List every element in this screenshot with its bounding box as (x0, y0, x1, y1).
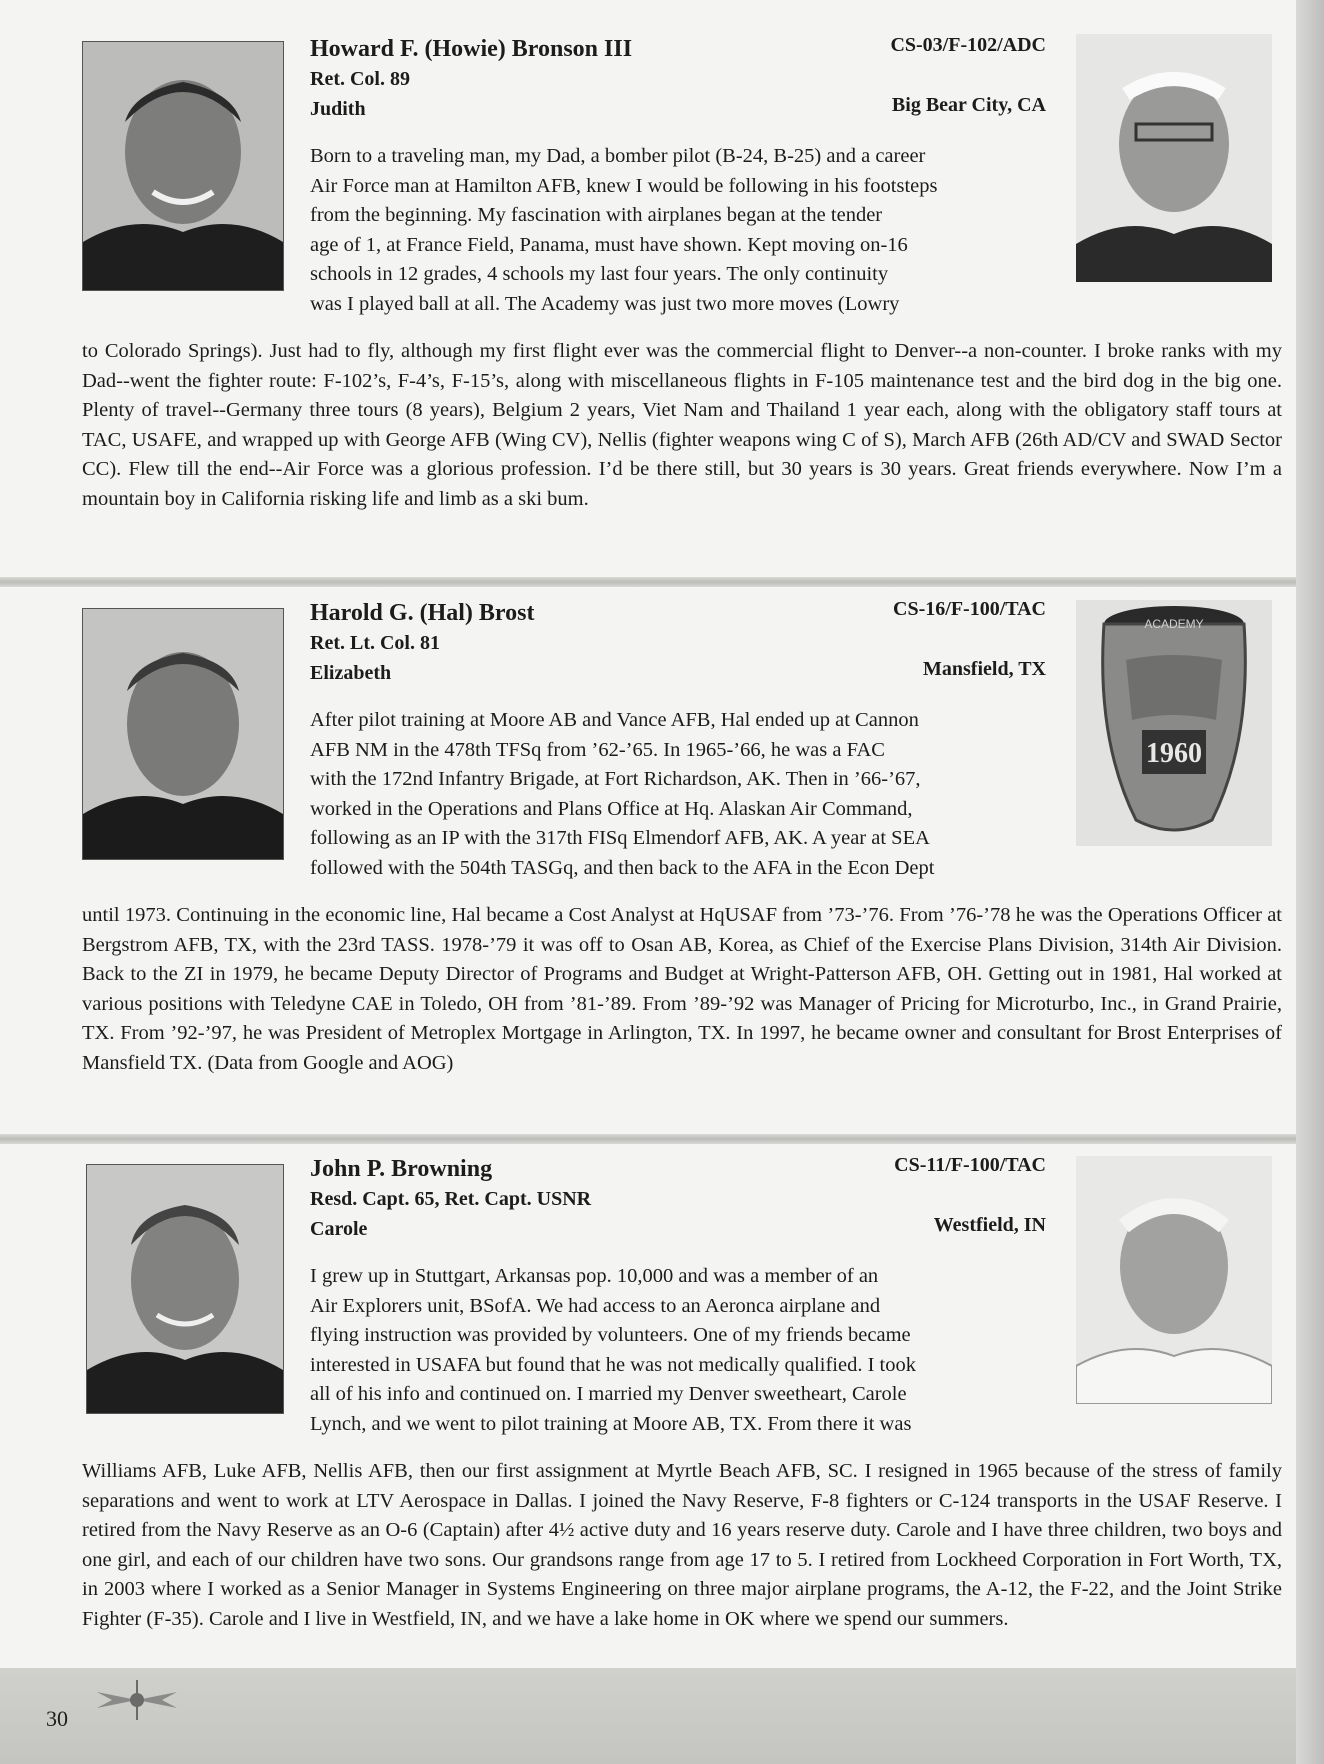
assignment-code: CS-16/F-100/TAC (893, 598, 1046, 620)
class-ring-image (1076, 600, 1272, 846)
bio-intro (310, 142, 1046, 319)
bio-line: I grew up in Stuttgart, Arkansas pop. 10,000 and was a member of an (310, 1265, 879, 1287)
page-edge (1296, 0, 1324, 1764)
bio-continued: until 1973. Continuing in the economic line, Hal became a Cost Analyst at HqUSAF from ’73-’76. From ’76-’78 he was the Operations Officer at Bergstrom AFB, TX, with the 23rd TASS. 1978-’79 it was off to Osan AB, Korea, as Chief of the Exercise Plans Division, 314th Air Division. Back to the ZI in 1979, he became Deputy Director of Programs and Budget at Wright-Patterson AFB, OH. Getting out in 1981, Hal worked at various positions with Teledyne CAE in Toledo, OH from ’81-’89. From ’89-’92 was Manager of Pricing for Microturbo, Inc., in Grand Prairie, TX. From ’92-’97, he was President of Metroplex Mortgage in Arlington, TX. In 1997, he became owner and consultant for Brost Enterprises of Mansfield TX. (Data from Google and AOG) (82, 904, 1282, 1074)
bio-line: following as an IP with the 317th FISq Elmendorf AFB, AK. A year at SEA (310, 827, 930, 849)
bio-line: from the beginning. My fascination with airplanes began at the tender (310, 204, 883, 226)
bio-line: AFB NM in the 478th TFSq from ’62-’65. In 1965-’66, he was a FAC (310, 738, 885, 761)
portrait-image (87, 1165, 283, 1413)
entry-brost (82, 598, 1282, 1118)
bio-line: interested in USAFA but found that he was not medically qualified. I took (310, 1353, 916, 1376)
bio-line: schools in 12 grades, 4 schools my last four years. The only continuity (310, 263, 889, 285)
bio-line: with the 172nd Infantry Brigade, at Fort Richardson, AK. Then in ’66-’67, (310, 768, 921, 790)
spouse: Elizabeth (310, 662, 392, 684)
location: Big Bear City, CA (891, 94, 1046, 116)
spouse: Judith (310, 98, 366, 120)
rank: Ret. Lt. Col. 81 (310, 632, 440, 654)
rank: Resd. Capt. 65, Ret. Capt. USNR (310, 1188, 592, 1210)
wings-logo-icon (92, 1678, 182, 1722)
header-browning (310, 1154, 1046, 1244)
current-photo-bronson (1076, 34, 1272, 282)
bio-line: all of his info and continued on. I married my Denver sweetheart, Carole (310, 1383, 907, 1405)
spouse: Carole (310, 1218, 368, 1240)
location: Westfield, IN (933, 1214, 1046, 1236)
section-divider (0, 1134, 1296, 1144)
header-bronson (310, 34, 1046, 124)
rank: Ret. Col. 89 (310, 68, 410, 90)
bio-line: Air Force man at Hamilton AFB, knew I would be following in his footsteps (310, 174, 938, 197)
bio-line: Lynch, and we went to pilot training at Moore AB, TX. From there it was (310, 1412, 912, 1435)
current-photo-browning (1076, 1156, 1272, 1404)
location: Mansfield, TX (923, 658, 1046, 680)
portrait-image (1076, 34, 1272, 282)
bio-line: worked in the Operations and Plans Office at Hq. Alaskan Air Command, (310, 797, 913, 820)
entry-browning (82, 1154, 1282, 1664)
bio-line: followed with the 504th TASGq, and then back to the AFA in the Econ Dept (310, 856, 935, 879)
class-ring-photo (1076, 600, 1272, 846)
portrait-image (83, 609, 283, 859)
bio-line: age of 1, at France Field, Panama, must have shown. Kept moving on-16 (310, 233, 908, 256)
person-name: John P. Browning (310, 1156, 493, 1182)
person-name: Harold G. (Hal) Brost (310, 600, 535, 626)
bio-continued: to Colorado Springs). Just had to fly, although my first flight ever was the commercial flight to Denver--a non-counter. I broke ranks with my Dad--went the fighter route: F-102’s, F-4’s, F-15’s, along with miscellaneous flights in F-105 maintenance test and the bird dog in the big one. Plenty of travel--Germany three tours (8 years), Belgium 2 years, Viet Nam and Thailand 1 year each, along with the obligatory staff tours at TAC, USAFE, and wrapped up with George AFB (Wing CV), Nellis (fighter weapons wing C of S), March AFB (26th AD/CV and SWAD Sector CC). Flew till the end--Air Force was a glorious profession. I’d be there still, but 30 years is 30 years. Great friends everywhere. Now I’m a mountain boy in California risking life and limb as a ski bum. (82, 340, 1282, 510)
bio-line: Air Explorers unit, BSofA. We had access to an Aeronca airplane and (310, 1294, 881, 1317)
cadet-photo-bronson (82, 41, 284, 291)
entry-bronson (82, 34, 1282, 554)
bio-intro (310, 1262, 1046, 1439)
ring-year-text: 1960 (1146, 738, 1202, 769)
assignment-code: CS-03/F-102/ADC (890, 34, 1046, 56)
ring-band-text: ACADEMY (1144, 617, 1204, 631)
footer-band (0, 1668, 1296, 1764)
assignment-code: CS-11/F-100/TAC (894, 1154, 1046, 1176)
header-brost (310, 598, 1046, 688)
bio-line: was I played ball at all. The Academy was just two more moves (Lowry (310, 292, 900, 315)
bio-line: flying instruction was provided by volunteers. One of my friends became (310, 1324, 911, 1346)
portrait-image (83, 42, 283, 290)
section-divider (0, 577, 1296, 587)
bio-intro (310, 706, 1046, 883)
bio-line: Born to a traveling man, my Dad, a bomber pilot (B-24, B-25) and a career (310, 145, 926, 167)
cadet-photo-browning (86, 1164, 284, 1414)
bio-line: After pilot training at Moore AB and Vance AFB, Hal ended up at Cannon (310, 709, 919, 731)
bio-continued: Williams AFB, Luke AFB, Nellis AFB, then our first assignment at Myrtle Beach AFB, SC. I resigned in 1965 because of the stress of family separations and went to work at LTV Aerospace in Dallas. I joined the Navy Reserve, F-8 fighters or C-124 transports in the USAF Reserve. I retired from the Navy Reserve as an O-6 (Captain) after 4½ active duty and 16 years reserve duty. Carole and I have three children, two boys and one girl, and each of our children have two sons. Our grandsons range from age 17 to 5. I retired from Lockheed Corporation in Fort Worth, TX, in 2003 where I worked as a Senior Manager in Systems Engineering on three major airplane programs, the A-12, the F-22, and the Joint Strike Fighter (F-35). Carole and I live in Westfield, IN, and we have a lake home in OK where we spend our summers. (82, 1460, 1282, 1630)
person-name: Howard F. (Howie) Bronson III (310, 36, 633, 62)
page-number: 30 (46, 1706, 68, 1731)
portrait-image (1076, 1156, 1272, 1404)
cadet-photo-brost (82, 608, 284, 860)
